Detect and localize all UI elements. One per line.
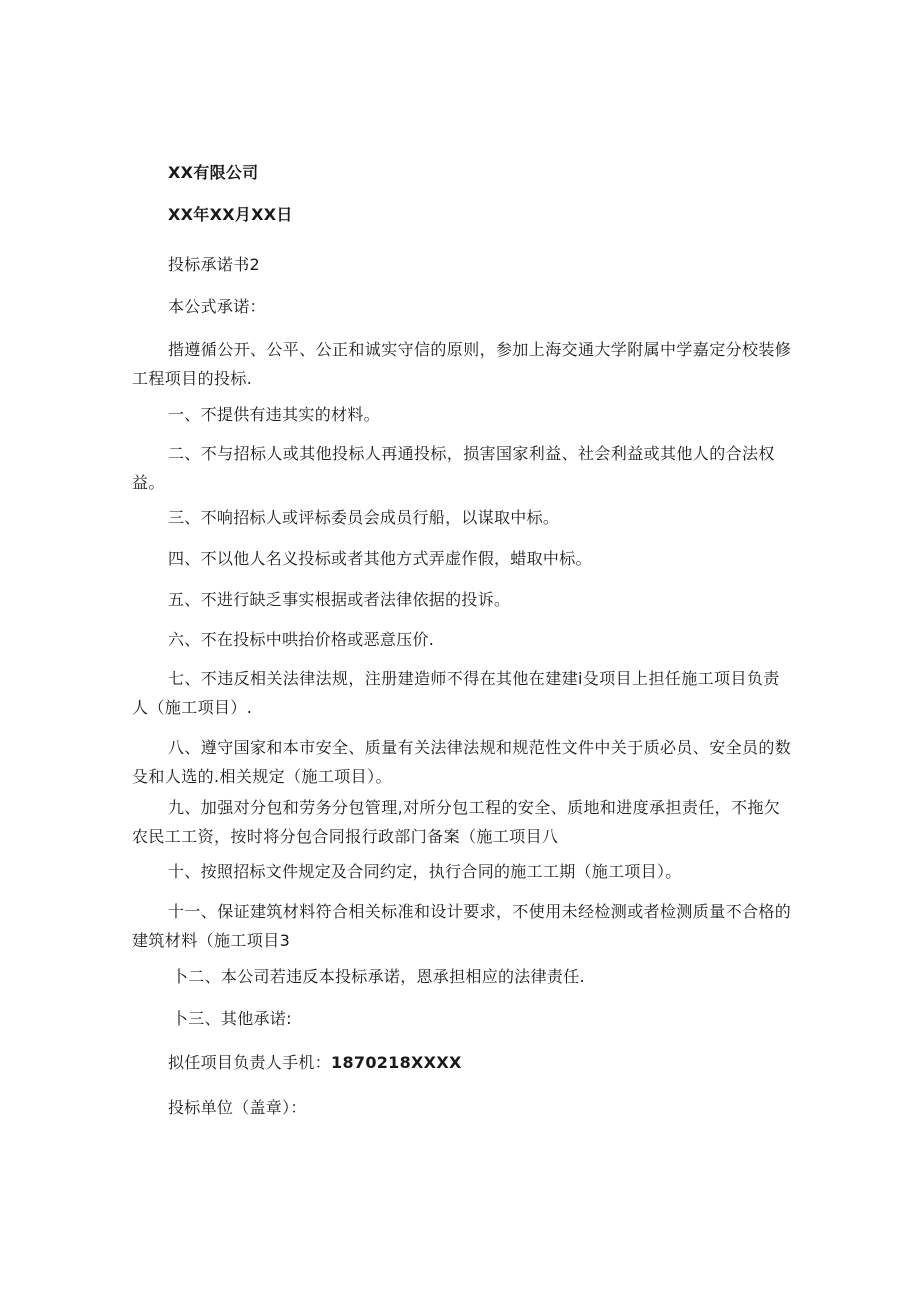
principle-paragraph — [132, 335, 792, 393]
commitment-item-7-text: 七、不违反相关法律法规，注册建造师不得在其他在建建i殳项目上担任施工项目负责人（施工项目）. — [132, 669, 780, 717]
commitment-item-1: 一、不提供有违其实的材料。 — [168, 405, 380, 424]
commitment-item-2-text: 二、不与招标人或其他投标人再通投标，损害国家利益、社会利益或其他人的合法权益。 — [132, 444, 775, 492]
commitment-item-9 — [132, 793, 792, 851]
commitment-item-12: 卜二、本公司若违反本投标承诺，恩承担相应的法律责任. — [172, 967, 585, 986]
commitment-item-8-text: 八、遵守国家和本市安全、质量有关法律法规和规范性文件中关于质必员、安全员的数殳和人选的.相关规定（施工项目）。 — [132, 738, 792, 786]
commitment-item-10: 十、按照招标文件规定及合同约定，执行合同的施工工期（施工项目）。 — [168, 862, 682, 881]
document-date: XX年XX月XX日 — [168, 205, 293, 224]
commitment-item-7 — [132, 664, 792, 722]
commitment-item-6: 六、不在投标中哄抬价格或恶意压价. — [168, 630, 435, 649]
document-title: 投标承诺书2 — [168, 255, 260, 274]
commitment-item-2 — [132, 439, 792, 497]
commitment-item-4: 四、不以他人名义投标或者其他方式弄虚作假，蜡取中标。 — [168, 549, 592, 568]
commitment-item-3: 三、不响招标人或评标委员会成员行船，以谋取中标。 — [168, 508, 560, 527]
project-manager-phone — [168, 1053, 462, 1073]
commitment-item-13: 卜三、其他承诺: — [172, 1009, 292, 1028]
commitment-item-8 — [132, 733, 792, 791]
phone-label: 拟任项目负责人手机： — [168, 1053, 332, 1072]
bidder-seal-line: 投标单位（盖章）： — [168, 1098, 307, 1117]
commitment-item-5: 五、不进行缺乏事实根据或者法律依据的投诉。 — [168, 590, 511, 609]
principle-text: 揩遵循公开、公平、公正和诚实守信的原则，参加上海交通大学附属中学嘉定分校装修工程项目的投标. — [132, 340, 792, 388]
phone-value: 1870218XXXX — [331, 1053, 462, 1072]
commitment-item-9-text: 九、加强对分包和劳务分包管理,对所分包工程的安全、质地和进度承担责任，不拖欠农民工工资，按时将分包合同报行政部门备案（施工项目八 — [132, 798, 781, 846]
company-name: XX有限公司 — [168, 163, 259, 182]
commitment-item-11-text: 十一、保证建筑材料符合相关标准和设计要求，不使用未经检测或者检测质量不合格的建筑材料（施工项目3 — [132, 902, 792, 950]
intro-line: 本公式承诺： — [168, 297, 266, 316]
commitment-item-11 — [132, 897, 792, 955]
